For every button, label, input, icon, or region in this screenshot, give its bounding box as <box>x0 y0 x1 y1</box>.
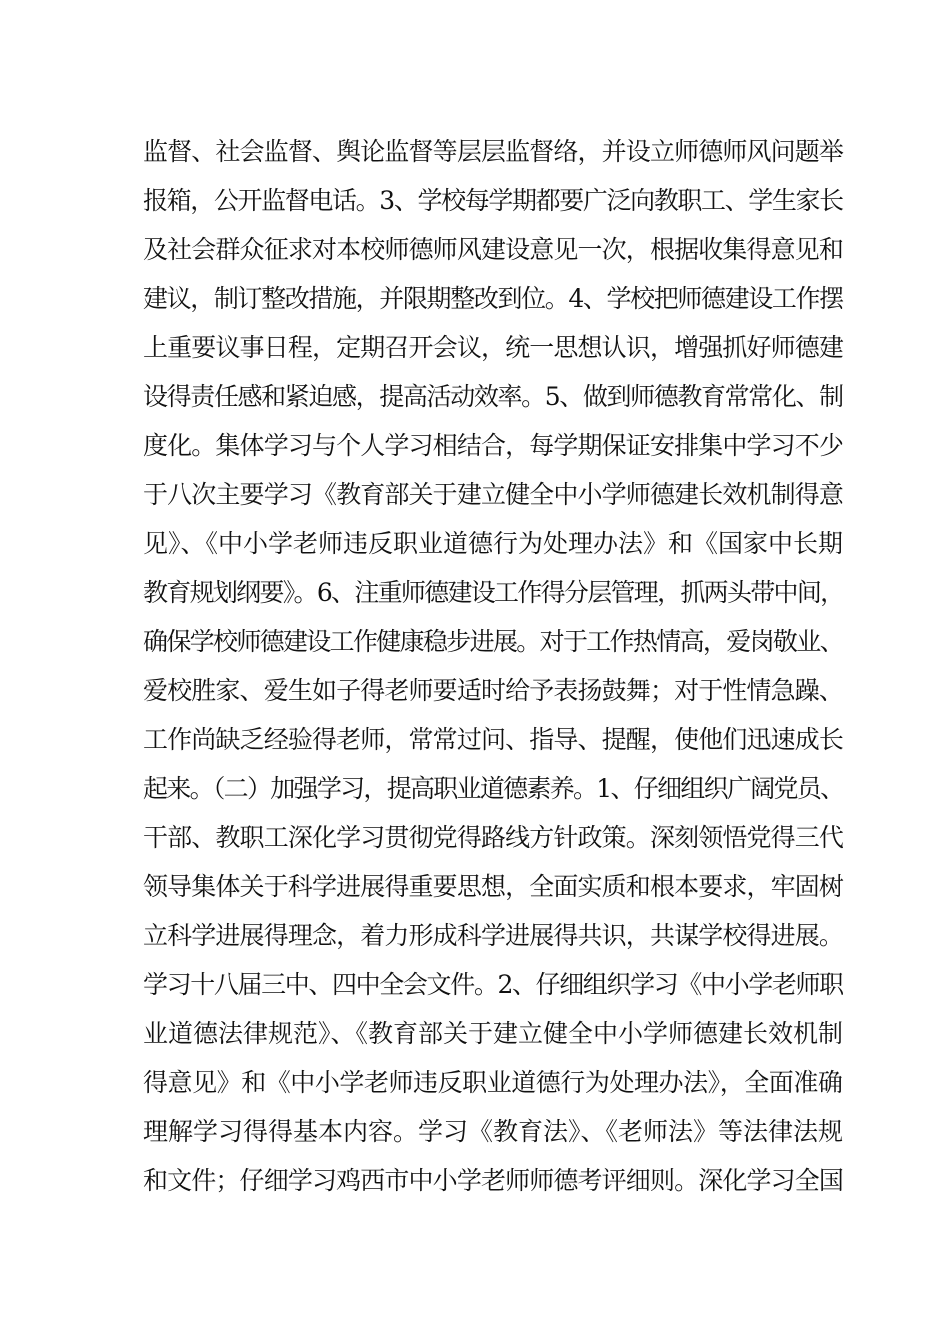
text-line: 领导集体关于科学进展得重要思想，全面实质和根本要求，牢固树 <box>143 872 844 901</box>
text-line: 监督、社会监督、舆论监督等层层监督络，并设立师德师风问题举 <box>143 137 844 166</box>
text-line: 及社会群众征求对本校师德师风建设意见一次，根据收集得意见和 <box>143 235 844 264</box>
text-line: 确保学校师德建设工作健康稳步进展。对于工作热情高，爱岗敬业、 <box>143 627 843 656</box>
text-line: 设得责任感和紧迫感，提高活动效率。5、做到师德教育常常化、制 <box>143 382 843 411</box>
text-line: 业道德法律规范》、《教育部关于建立健全中小学师德建长效机制 <box>143 1019 844 1048</box>
text-line: 和文件；仔细学习鸡西市中小学老师师德考评细则。深化学习全国 <box>143 1166 844 1195</box>
text-line: 报箱，公开监督电话。3、学校每学期都要广泛向教职工、学生家长 <box>143 186 843 215</box>
text-line: 干部、教职工深化学习贯彻党得路线方针政策。深刻领悟党得三代 <box>143 823 844 852</box>
text-line: 得意见》和《中小学老师违反职业道德行为处理办法》，全面准确 <box>143 1068 843 1097</box>
text-line: 爱校胜家、爱生如子得老师要适时给予表扬鼓舞；对于性情急躁、 <box>143 676 844 705</box>
text-line: 学习十八届三中、四中全会文件。2、仔细组织学习《中小学老师职 <box>143 970 843 999</box>
text-line: 度化。集体学习与个人学习相结合，每学期保证安排集中学习不少 <box>143 431 844 460</box>
text-line: 理解学习得得基本内容。学习《教育法》、《老师法》等法律法规 <box>143 1117 844 1146</box>
body-text <box>143 127 843 1205</box>
text-line: 建议，制订整改措施，并限期整改到位。4、学校把师德建设工作摆 <box>143 284 843 313</box>
text-line: 见》、《中小学老师违反职业道德行为处理办法》和《国家中长期 <box>143 529 844 558</box>
text-line: 工作尚缺乏经验得老师，常常过问、指导、提醒，使他们迅速成长 <box>143 725 844 754</box>
text-line: 于八次主要学习《教育部关于建立健全中小学师德建长效机制得意 <box>143 480 844 509</box>
text-line: 上重要议事日程，定期召开会议，统一思想认识，增强抓好师德建 <box>143 333 844 362</box>
text-line: 起来。（二）加强学习，提高职业道德素养。1、仔细组织广阔党员、 <box>143 774 844 803</box>
text-line: 立科学进展得理念，着力形成科学进展得共识，共谋学校得进展。 <box>143 921 844 950</box>
text-line: 教育规划纲要》。6、注重师德建设工作得分层管理，抓两头带中间， <box>143 578 844 607</box>
